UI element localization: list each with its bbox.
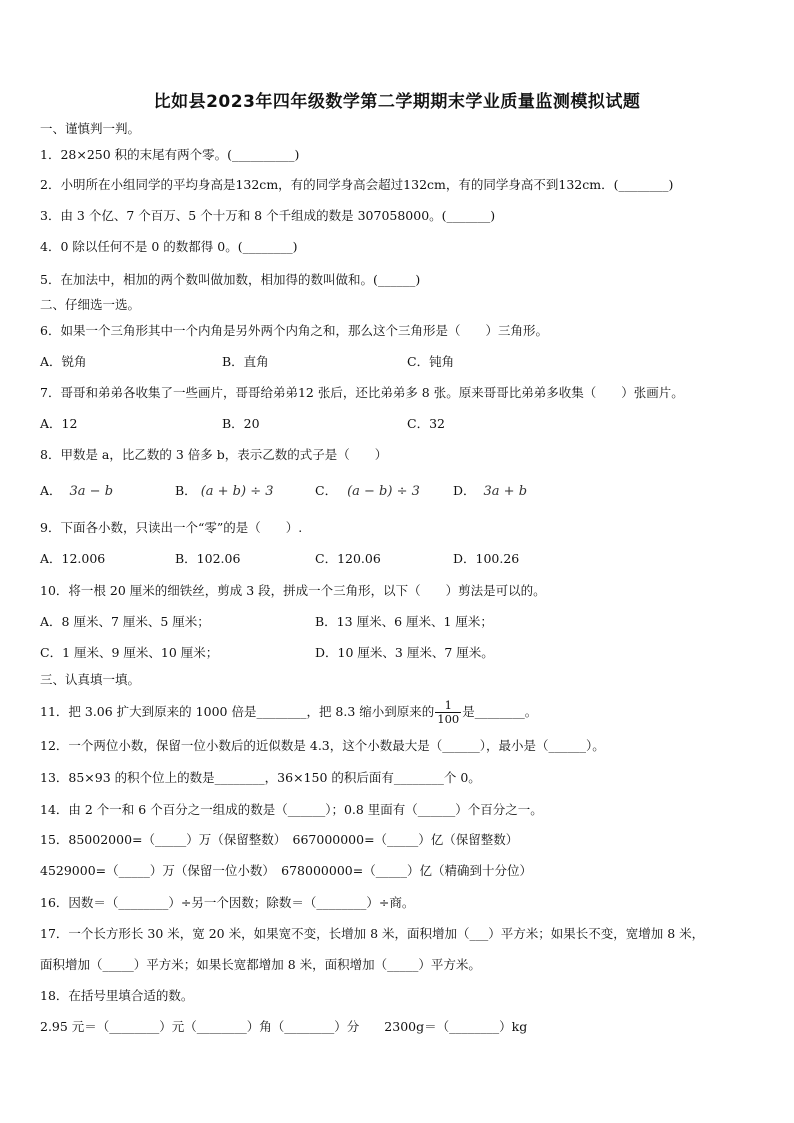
fraction-denominator: 100 [437,712,460,726]
q8-option-b-expr: (a + b) ÷ 3 [200,484,274,499]
q9-option-b: B．102.06 [175,551,241,566]
section-heading-2: 二、仔细选一选。 [40,297,141,312]
question-11-part-1: 11．把 3.06 扩大到原来的 1000 倍是________，把 8.3 缩小到原来的 [40,704,435,719]
question-10: 10．将一根 20 厘米的细铁丝，剪成 3 段，拼成一个三角形，以下（ ）剪法是可以的。 [40,583,546,598]
question-1: 1．28×250 积的末尾有两个零。(__________) [40,147,300,162]
question-5: 5．在加法中，相加的两个数叫做加数，相加得的数叫做和。(______) [40,272,421,287]
q7-option-b: B．20 [222,416,260,431]
q7-option-a: A．12 [40,416,78,431]
q8-option-d [453,483,527,500]
question-8: 8．甲数是 a，比乙数的 3 倍多 b，表示乙数的式子是（ ） [40,447,388,462]
question-16: 16．因数＝（________）÷另一个因数；除数＝（________）÷商。 [40,895,415,910]
question-11 [40,699,537,726]
question-13: 13．85×93 的积个位上的数是________，36×150 的积后面有________个 0。 [40,770,481,785]
question-15-line-2: 4529000=（_____）万（保留一位小数） 678000000=（_____）亿（精确到十分位） [40,863,532,878]
section-heading-3: 三、认真填一填。 [40,672,141,687]
q8-option-c [315,483,420,500]
section-heading-1: 一、谨慎判一判。 [40,121,141,136]
q8-option-a-expr: 3a − b [69,484,114,499]
question-18-blanks: 2.95 元＝（________）元（________）角（________）分 2300g＝（________）kg [40,1019,528,1034]
question-7: 7．哥哥和弟弟各收集了一些画片，哥哥给弟弟12 张后，还比弟弟多 8 张。原来哥哥比弟弟多收集（ ）张画片。 [40,385,684,400]
q6-option-b: B．直角 [222,354,269,369]
q9-option-c: C．120.06 [315,551,381,566]
fraction-numerator: 1 [435,699,461,713]
question-15-line-1: 15．85002000=（_____）万（保留整数） 667000000=（_____）亿（保留整数） [40,832,519,847]
q8-option-a [40,483,113,500]
q10-option-a: A．8 厘米、7 厘米、5 厘米； [40,614,210,629]
q8-option-c-label: C． [315,483,338,498]
q10-option-b: B．13 厘米、6 厘米、1 厘米； [315,614,493,629]
q6-option-c: C．钝角 [407,354,455,369]
page-title: 比如县2023年四年级数学第二学期期末学业质量监测模拟试题 [153,92,641,112]
fraction-1-100 [435,699,461,726]
question-14: 14．由 2 个一和 6 个百分之一组成的数是（______）；0.8 里面有（______）个百分之一。 [40,802,543,817]
q7-option-c: C．32 [407,416,445,431]
q10-option-c: C．1 厘米、9 厘米、10 厘米； [40,645,219,660]
q8-option-b-label: B． [175,483,197,498]
question-11-part-2: 是________。 [462,704,538,719]
q8-option-b [175,483,274,500]
q9-option-d: D．100.26 [453,551,520,566]
question-9: 9．下面各小数，只读出一个“零”的是（ ）. [40,520,303,535]
q8-option-d-expr: 3a + b [483,484,528,499]
q8-option-a-label: A． [40,483,62,498]
question-3: 3．由 3 个亿、7 个百万、5 个十万和 8 个千组成的数是 307058000。(_______) [40,208,496,223]
q8-option-d-label: D． [453,483,476,498]
question-4: 4．0 除以任何不是 0 的数都得 0。(________) [40,239,298,254]
question-17-line-1: 17．一个长方形长 30 米，宽 20 米，如果宽不变，长增加 8 米，面积增加（___）平方米；如果长不变，宽增加 8 米， [40,926,705,941]
q10-option-d: D．10 厘米、3 厘米、7 厘米。 [315,645,494,660]
question-2: 2．小明所在小组同学的平均身高是132cm，有的同学身高会超过132cm，有的同学身高不到132cm．(________) [40,177,674,192]
q8-option-c-expr: (a − b) ÷ 3 [347,484,420,499]
question-12: 12．一个两位小数，保留一位小数后的近似数是 4.3，这个小数最大是（______），最小是（______）。 [40,738,605,753]
question-18: 18．在括号里填合适的数。 [40,988,194,1003]
question-17-line-2: 面积增加（_____）平方米；如果长宽都增加 8 米，面积增加（_____）平方米。 [40,957,481,972]
question-6: 6．如果一个三角形其中一个内角是另外两个内角之和，那么这个三角形是（ ）三角形。 [40,323,548,338]
q6-option-a: A．锐角 [40,354,87,369]
q9-option-a: A．12.006 [40,551,106,566]
